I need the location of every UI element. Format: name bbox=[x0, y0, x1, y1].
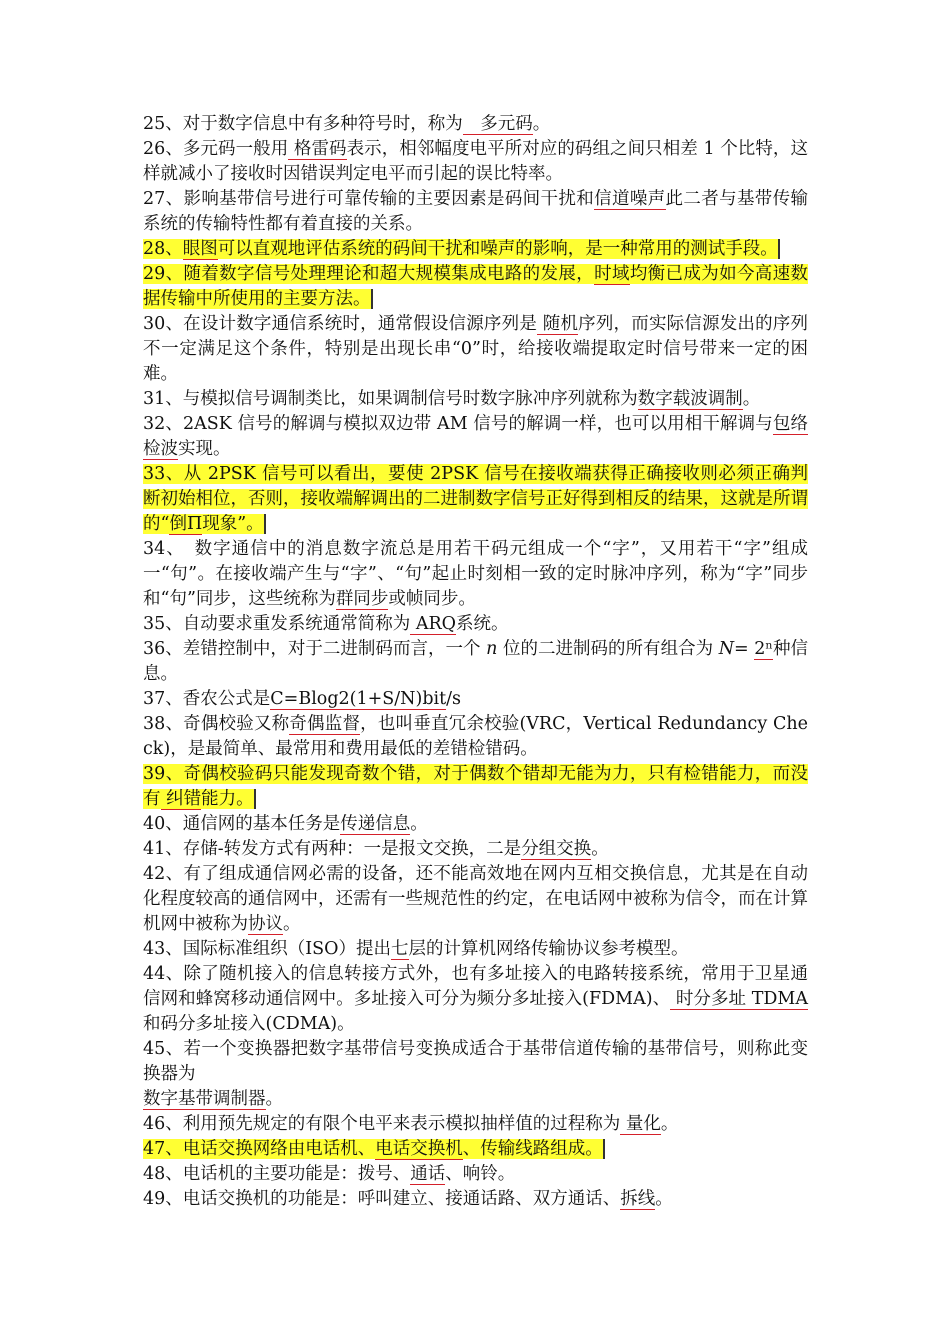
question-item bbox=[143, 837, 808, 862]
text-segment: 32、2ASK 信号的解调与模拟双边带 AM 信号的解调一样，也可以用相干解调与 bbox=[143, 414, 773, 434]
text-segment: 均衡已成为如今高速数据传输中所使用的主要方法。 bbox=[143, 264, 809, 309]
text-segment: 25、对于数字信息中有多种符号时，称为 bbox=[143, 114, 463, 134]
item-text bbox=[143, 614, 509, 635]
text-segment: 、传输线路组成。 bbox=[462, 1139, 603, 1159]
text-segment: 。 bbox=[532, 114, 551, 134]
text-segment: 42、有了组成通信网必需的设备，还不能高效地在网内互相交换信息，尤其是在自动化程度较高的通信网中，还需有一些规范性的约定，在电话网中被称为信令，而在计算机网中被称为 bbox=[143, 864, 808, 934]
text-segment: 。 bbox=[655, 1189, 673, 1209]
text-segment: 。 bbox=[410, 814, 428, 834]
question-item bbox=[143, 962, 808, 1037]
answer-blank: 倒Π bbox=[169, 514, 203, 534]
highlighted-text bbox=[143, 764, 808, 809]
question-item bbox=[143, 612, 808, 637]
question-item bbox=[143, 462, 808, 537]
text-segment: 40、通信网的基本任务是 bbox=[143, 814, 341, 834]
item-text bbox=[143, 1039, 808, 1110]
answer-blank: ARQ bbox=[410, 614, 457, 634]
answer-blank: 信道噪声 bbox=[594, 189, 666, 209]
text-segment: 36、差错控制中，对于二进制码而言，一个 bbox=[143, 639, 487, 659]
question-item bbox=[143, 1162, 808, 1187]
question-item bbox=[143, 187, 808, 237]
answer-blank: 量化 bbox=[620, 1114, 661, 1134]
answer-blank: 通话 bbox=[410, 1164, 446, 1184]
text-segment: 29、随着数字信号处理理论和超大规模集成电路的发展， bbox=[143, 264, 595, 284]
question-item bbox=[143, 1187, 808, 1212]
text-segment: 表示，相邻幅度电平所对应的码组之间只相差 1 个比特，这样就减小了接收时因错误判定电平而引起的误比特率。 bbox=[143, 139, 808, 184]
item-text bbox=[143, 864, 808, 935]
answer-blank: 传递信息 bbox=[340, 814, 411, 834]
answer-blank: C=Blog2(1+S/N)bit bbox=[270, 689, 447, 709]
question-item bbox=[143, 937, 808, 962]
answer-blank: 时分多址 TDMA bbox=[670, 989, 808, 1009]
item-text bbox=[143, 139, 808, 184]
question-item bbox=[143, 862, 808, 937]
question-item bbox=[143, 762, 808, 812]
question-item bbox=[143, 637, 808, 687]
item-text bbox=[143, 939, 689, 960]
text-segment: 种信息。 bbox=[143, 639, 808, 684]
answer-blank: 七 bbox=[391, 939, 409, 959]
item-text bbox=[143, 1114, 678, 1135]
question-item bbox=[143, 537, 808, 612]
text-segment: 实现。 bbox=[178, 439, 231, 459]
answer-blank: 多元码 bbox=[462, 114, 533, 134]
answer-blank: 数字载波调制 bbox=[637, 389, 743, 409]
text-segment: 。 bbox=[265, 1089, 283, 1109]
item-text bbox=[143, 114, 550, 135]
text-segment: 44、除了随机接入的信息转接方式外，也有多址接入的电路转接系统，常用于卫星通信网和蜂窝移动通信网中。多址接入可分为频分多址接入(FDMA)、 bbox=[143, 964, 808, 1009]
highlighted-text bbox=[143, 264, 808, 309]
answer-blank: 格雷码 bbox=[288, 139, 347, 159]
text-segment: 47、电话交换网络由电话机、 bbox=[143, 1139, 376, 1159]
answer-blank: 协议 bbox=[248, 914, 283, 934]
item-text bbox=[143, 689, 461, 710]
question-item bbox=[143, 387, 808, 412]
question-item bbox=[143, 687, 808, 712]
question-item bbox=[143, 137, 808, 187]
item-text bbox=[143, 964, 808, 1034]
text-segment: 34、 数字通信中的消息数字流总是用若干码元组成一个“字”，又用若干“字”组成一“句”。在接收端产生与“字”、“句”起止时刻相一致的定时脉冲序列，称为“字”同步和“句”同步，这些统称为 bbox=[143, 539, 808, 609]
answer-blank: 拆线 bbox=[620, 1189, 656, 1209]
text-segment: 位的二进制码的所有组合为 bbox=[497, 639, 719, 659]
text-segment: 可以直观地评估系统的码间干扰和噪声的影响，是一种常用的测试手段。 bbox=[217, 239, 778, 259]
answer-blank: 时域 bbox=[594, 264, 630, 284]
question-item bbox=[143, 1112, 808, 1137]
text-segment: 系统。 bbox=[456, 614, 509, 634]
text-segment: 28、 bbox=[143, 239, 183, 259]
text-segment: 41、存储-转发方式有两种：一是报文交换，二是 bbox=[143, 839, 522, 859]
question-item bbox=[143, 1137, 808, 1162]
text-segment: 49、电话交换机的功能是：呼叫建立、接通话路、双方通话、 bbox=[143, 1189, 621, 1209]
text-segment: /s bbox=[446, 689, 462, 709]
text-segment: 序列，而实际信源发出的序列不一定满足这个条件，特别是出现长串“0”时，给接收端提取定时信号带来一定的困难。 bbox=[143, 314, 808, 384]
question-item bbox=[143, 812, 808, 837]
text-segment: 。 bbox=[660, 1114, 679, 1134]
answer-blank: 纠错 bbox=[160, 789, 202, 809]
question-item bbox=[143, 712, 808, 762]
text-segment: 、响铃。 bbox=[445, 1164, 516, 1184]
question-item bbox=[143, 262, 808, 312]
text-segment: 26、多元码一般用 bbox=[143, 139, 289, 159]
answer-blank: 2ⁿ bbox=[754, 639, 773, 659]
text-segment: 此二者与基带传输系统的传输特性都有着直接的关系。 bbox=[143, 189, 809, 234]
answer-blank: 群同步 bbox=[335, 589, 389, 609]
highlighted-text bbox=[143, 464, 808, 534]
question-item bbox=[143, 112, 808, 137]
item-text bbox=[143, 314, 808, 384]
math-variable: N bbox=[718, 639, 734, 659]
text-segment: 27、影响基带信号进行可靠传输的主要因素是码间干扰和 bbox=[143, 189, 595, 209]
text-segment: 现象”。 bbox=[202, 514, 264, 534]
question-item bbox=[143, 412, 808, 462]
text-segment: 30、在设计数字通信系统时，通常假设信源序列是 bbox=[143, 314, 538, 334]
text-segment: ，也叫垂直冗余校验(VRC，Vertical Redundancy Check)，是最简单、最常用和费用最低的差错检错码。 bbox=[143, 714, 808, 759]
item-text bbox=[143, 639, 808, 684]
item-text bbox=[143, 839, 609, 860]
math-variable: n bbox=[486, 639, 498, 659]
item-text bbox=[143, 714, 808, 759]
item-text bbox=[143, 414, 808, 460]
text-segment: 45、若一个变换器把数字基带信号变换成适合于基带信道传输的基带信号，则称此变换器为 bbox=[143, 1039, 808, 1084]
question-item bbox=[143, 1037, 808, 1112]
text-segment: 46、利用预先规定的有限个电平来表示模拟抽样值的过程称为 bbox=[143, 1114, 621, 1134]
item-text bbox=[143, 1189, 673, 1210]
item-text bbox=[143, 539, 808, 610]
item-text bbox=[143, 814, 428, 835]
text-segment: 。 bbox=[742, 389, 761, 409]
text-segment: 。 bbox=[591, 839, 609, 859]
text-segment: 38、奇偶校验又称 bbox=[143, 714, 290, 734]
text-segment: 能力。 bbox=[201, 789, 254, 809]
text-segment: 或帧同步。 bbox=[388, 589, 476, 609]
answer-blank: 包络检波 bbox=[143, 414, 808, 459]
answer-blank: 眼图 bbox=[182, 239, 218, 259]
text-segment: 35、自动要求重发系统通常简称为 bbox=[143, 614, 411, 634]
text-segment: 33、从 2PSK 信号可以看出，要使 2PSK 信号在接收端获得正确接收则必须正确判断初始相位，否则，接收端解调出的二进制数字信号正好得到相反的结果，这就是所谓的“ bbox=[143, 464, 808, 534]
text-segment: 48、电话机的主要功能是：拨号、 bbox=[143, 1164, 411, 1184]
text-segment: 31、与模拟信号调制类比，如果调制信号时数字脉冲序列就称为 bbox=[143, 389, 638, 409]
text-segment: 43、国际标准组织（ISO）提出 bbox=[143, 939, 392, 959]
text-segment: = bbox=[734, 639, 755, 659]
answer-blank: 数字基带调制器 bbox=[143, 1089, 266, 1109]
highlighted-text bbox=[143, 1139, 603, 1159]
question-item bbox=[143, 312, 808, 387]
text-segment: 37、香农公式是 bbox=[143, 689, 271, 709]
text-segment: 层的计算机网络传输协议参考模型。 bbox=[408, 939, 689, 959]
item-text bbox=[143, 189, 808, 234]
item-text bbox=[143, 389, 760, 410]
item-text bbox=[143, 1164, 515, 1185]
text-segment: 和码分多址接入(CDMA)。 bbox=[143, 1014, 355, 1034]
text-segment: 。 bbox=[283, 914, 301, 934]
answer-blank: 电话交换机 bbox=[375, 1139, 463, 1159]
answer-blank: 随机 bbox=[537, 314, 579, 334]
document-body bbox=[143, 112, 808, 1212]
answer-blank: 分组交换 bbox=[521, 839, 592, 859]
question-item bbox=[143, 237, 808, 262]
text-segment: 39、奇偶校验码只能发现奇数个错，对于偶数个错却无能为力，只有检错能力，而没有 bbox=[143, 764, 808, 809]
highlighted-text bbox=[143, 239, 778, 259]
answer-blank: 奇偶监督 bbox=[289, 714, 361, 734]
